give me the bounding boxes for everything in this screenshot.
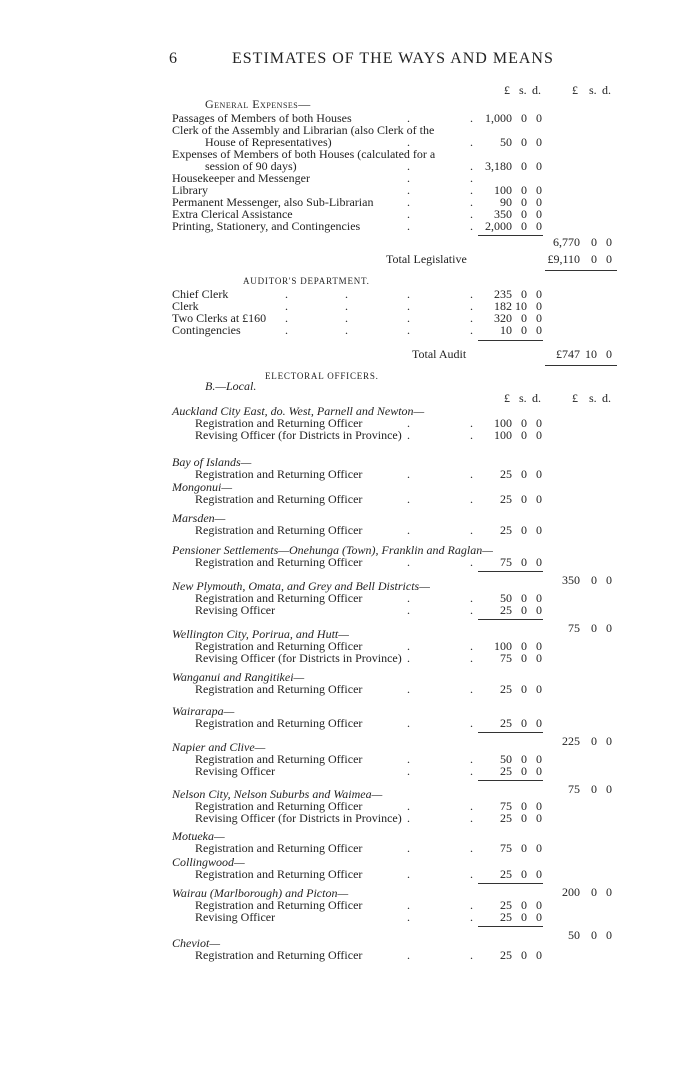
group-heading: Motueka— xyxy=(172,829,225,843)
row-label: Registration and Returning Officer xyxy=(195,948,363,962)
group-heading: Cheviot— xyxy=(172,936,220,950)
row-pence: 0 xyxy=(536,867,542,881)
row-shillings: 0 xyxy=(521,183,527,197)
leader-dot: . xyxy=(407,171,410,185)
row-pence: 0 xyxy=(536,898,542,912)
leader-dot: . xyxy=(470,416,473,430)
row-pounds: 100 xyxy=(494,416,512,430)
leader-dot: . xyxy=(407,428,410,442)
subtotal-shillings: 0 xyxy=(591,782,597,796)
subtotal-pence: 0 xyxy=(606,621,612,635)
subtotal-pence: 0 xyxy=(606,734,612,748)
row-shillings: 0 xyxy=(521,323,527,337)
row-label: Clerk of the Assembly and Librarian (also Clerk of the xyxy=(172,123,435,137)
row-pence: 0 xyxy=(536,764,542,778)
leader-dot: . xyxy=(470,752,473,766)
row-shillings: 0 xyxy=(521,467,527,481)
col2-pound-header: £ xyxy=(572,83,578,97)
row-shillings: 0 xyxy=(521,898,527,912)
group-heading: Wanganui and Rangitikei— xyxy=(172,670,305,684)
row-pounds: 25 xyxy=(500,910,512,924)
row-pence: 0 xyxy=(536,910,542,924)
row-pence: 0 xyxy=(536,523,542,537)
row-pounds: 25 xyxy=(500,682,512,696)
leader-dot: . xyxy=(470,287,473,301)
leader-dot: . xyxy=(407,195,410,209)
row-label: Registration and Returning Officer xyxy=(195,555,363,569)
group-heading: Wairau (Marlborough) and Picton— xyxy=(172,886,349,900)
col1b-pound-header: £ xyxy=(504,391,510,405)
row-pence: 0 xyxy=(536,207,542,221)
row-label: Revising Officer xyxy=(195,603,276,617)
row-shillings: 0 xyxy=(521,219,527,233)
row-pence: 0 xyxy=(536,811,542,825)
row-pounds: 25 xyxy=(500,764,512,778)
leader-dot: . xyxy=(470,682,473,696)
row-label: Contingencies xyxy=(172,323,241,337)
row-pounds: 90 xyxy=(500,195,512,209)
row-pounds: 3,180 xyxy=(485,159,512,173)
leader-dot: . xyxy=(470,910,473,924)
leader-dot: . xyxy=(470,811,473,825)
row-label: Registration and Returning Officer xyxy=(195,799,363,813)
row-pence: 0 xyxy=(536,323,542,337)
row-shillings: 0 xyxy=(521,492,527,506)
row-shillings: 0 xyxy=(521,603,527,617)
row-shillings: 0 xyxy=(521,764,527,778)
row-pence: 0 xyxy=(536,639,542,653)
row-label: Registration and Returning Officer xyxy=(195,492,363,506)
subtotal-pence: 0 xyxy=(606,928,612,942)
leader-dot: . xyxy=(407,910,410,924)
leader-dot: . xyxy=(470,555,473,569)
leader-dot: . xyxy=(470,591,473,605)
row-pounds: 235 xyxy=(494,287,512,301)
leader-dot: . xyxy=(407,523,410,537)
group-heading: Collingwood— xyxy=(172,855,245,869)
leader-dot: . xyxy=(407,416,410,430)
subtotal-pence: 0 xyxy=(606,885,612,899)
row-pounds: 100 xyxy=(494,183,512,197)
row-label: Printing, Stationery, and Contingencies xyxy=(172,219,361,233)
group-heading: Nelson City, Nelson Suburbs and Waimea— xyxy=(172,787,383,801)
col2-shilling-header: s. xyxy=(589,83,597,97)
leader-dot: . xyxy=(470,523,473,537)
leader-dot: . xyxy=(407,111,410,125)
row-pence: 0 xyxy=(536,752,542,766)
row-label: Registration and Returning Officer xyxy=(195,591,363,605)
leader-dot: . xyxy=(470,311,473,325)
leader-dot: . xyxy=(407,591,410,605)
subtotal-rule xyxy=(478,780,543,781)
subtotal-pounds: 75 xyxy=(568,782,580,796)
subtotal-rule xyxy=(478,732,543,733)
row-pence: 0 xyxy=(536,135,542,149)
row-label: Registration and Returning Officer xyxy=(195,639,363,653)
row-pounds: 75 xyxy=(500,555,512,569)
leader-dot: . xyxy=(470,159,473,173)
row-shillings: 0 xyxy=(521,591,527,605)
row-label: Registration and Returning Officer xyxy=(195,467,363,481)
subtotal-shillings: 0 xyxy=(591,928,597,942)
leader-dot: . xyxy=(285,287,288,301)
row-pounds: 100 xyxy=(494,428,512,442)
leader-dot: . xyxy=(470,492,473,506)
row-shillings: 0 xyxy=(521,207,527,221)
row-pence: 0 xyxy=(536,682,542,696)
leader-dot: . xyxy=(285,299,288,313)
leader-dot: . xyxy=(407,764,410,778)
row-pounds: 50 xyxy=(500,752,512,766)
leader-dot: . xyxy=(407,867,410,881)
total-shillings: 10 xyxy=(585,347,597,361)
row-pounds: 25 xyxy=(500,811,512,825)
subtotal-rule xyxy=(478,571,543,572)
row-label: Registration and Returning Officer xyxy=(195,898,363,912)
subtotal-pounds: 350 xyxy=(562,573,580,587)
leader-dot: . xyxy=(407,207,410,221)
col1-pence-header: d. xyxy=(532,83,541,97)
leader-dot: . xyxy=(407,898,410,912)
row-shillings: 0 xyxy=(521,867,527,881)
total-label: Total Audit xyxy=(412,347,467,361)
subtotal-rule xyxy=(478,235,543,236)
leader-dot: . xyxy=(407,492,410,506)
leader-dot: . xyxy=(407,299,410,313)
row-pounds: 25 xyxy=(500,603,512,617)
leader-dot: . xyxy=(285,323,288,337)
group-heading: Bay of Islands— xyxy=(172,455,252,469)
row-pence: 0 xyxy=(536,651,542,665)
row-pence: 0 xyxy=(536,591,542,605)
leader-dot: . xyxy=(470,867,473,881)
leader-dot: . xyxy=(470,651,473,665)
leader-dot: . xyxy=(470,639,473,653)
row-pounds: 75 xyxy=(500,799,512,813)
row-shillings: 0 xyxy=(521,135,527,149)
subtotal-pounds: 75 xyxy=(568,621,580,635)
row-label-cont: House of Representatives) xyxy=(205,135,332,149)
row-pence: 0 xyxy=(536,195,542,209)
subtotal-pence: 0 xyxy=(606,235,612,249)
total-pence: 0 xyxy=(606,252,612,266)
row-label-cont: session of 90 days) xyxy=(205,159,297,173)
row-shillings: 0 xyxy=(521,752,527,766)
row-pounds: 25 xyxy=(500,492,512,506)
row-pounds: 10 xyxy=(500,323,512,337)
leader-dot: . xyxy=(407,555,410,569)
leader-dot: . xyxy=(470,603,473,617)
row-label: Revising Officer (for Districts in Province) xyxy=(195,651,402,665)
leader-dot: . xyxy=(470,171,473,185)
row-pounds: 350 xyxy=(494,207,512,221)
row-shillings: 0 xyxy=(521,910,527,924)
running-head: ESTIMATES OF THE WAYS AND MEANS xyxy=(232,50,554,67)
leader-dot: . xyxy=(470,467,473,481)
col2b-pound-header: £ xyxy=(572,391,578,405)
row-label: Revising Officer (for Districts in Province) xyxy=(195,428,402,442)
leader-dot: . xyxy=(470,299,473,313)
total-pounds: £9,110 xyxy=(547,252,580,266)
leader-dot: . xyxy=(345,287,348,301)
group-heading: New Plymouth, Omata, and Grey and Bell Districts— xyxy=(172,579,430,593)
leader-dot: . xyxy=(470,207,473,221)
row-pence: 0 xyxy=(536,299,542,313)
subtotal-pounds: 225 xyxy=(562,734,580,748)
row-shillings: 0 xyxy=(521,811,527,825)
row-shillings: 0 xyxy=(521,159,527,173)
row-pounds: 50 xyxy=(500,591,512,605)
section-title: AUDITOR'S DEPARTMENT. xyxy=(243,276,370,286)
row-shillings: 0 xyxy=(521,799,527,813)
group-heading: Pensioner Settlements—Onehunga (Town), Franklin and Raglan— xyxy=(172,543,493,557)
row-pounds: 25 xyxy=(500,867,512,881)
leader-dot: . xyxy=(470,764,473,778)
total-rule xyxy=(545,270,617,271)
row-label: Clerk xyxy=(172,299,199,313)
row-label: Revising Officer xyxy=(195,910,276,924)
leader-dot: . xyxy=(407,948,410,962)
group-heading: Napier and Clive— xyxy=(172,740,266,754)
leader-dot: . xyxy=(470,111,473,125)
subtotal-shillings: 0 xyxy=(591,235,597,249)
subtotal-shillings: 0 xyxy=(591,734,597,748)
row-pounds: 25 xyxy=(500,948,512,962)
row-label: Revising Officer xyxy=(195,764,276,778)
row-pence: 0 xyxy=(536,799,542,813)
row-pence: 0 xyxy=(536,111,542,125)
subtotal-rule xyxy=(478,883,543,884)
group-heading: Mongonui— xyxy=(172,480,232,494)
row-pence: 0 xyxy=(536,287,542,301)
subtotal-pounds: 50 xyxy=(568,928,580,942)
row-label: Registration and Returning Officer xyxy=(195,716,363,730)
row-shillings: 0 xyxy=(521,428,527,442)
row-shillings: 0 xyxy=(521,523,527,537)
leader-dot: . xyxy=(407,159,410,173)
row-shillings: 0 xyxy=(521,716,527,730)
row-pounds: 320 xyxy=(494,311,512,325)
row-pence: 0 xyxy=(536,311,542,325)
subtotal-rule xyxy=(478,340,543,341)
row-shillings: 10 xyxy=(515,299,527,313)
row-label: Expenses of Members of both Houses (calculated for a xyxy=(172,147,436,161)
leader-dot: . xyxy=(407,639,410,653)
row-pence: 0 xyxy=(536,219,542,233)
subtotal-rule xyxy=(478,619,543,620)
leader-dot: . xyxy=(407,716,410,730)
row-shillings: 0 xyxy=(521,195,527,209)
col1-pound-header: £ xyxy=(504,83,510,97)
row-label: Chief Clerk xyxy=(172,287,229,301)
row-label: Permanent Messenger, also Sub-Librarian xyxy=(172,195,374,209)
col2-pence-header: d. xyxy=(602,83,611,97)
group-heading: Wellington City, Porirua, and Hutt— xyxy=(172,627,349,641)
row-label: Registration and Returning Officer xyxy=(195,752,363,766)
col1b-pence-header: d. xyxy=(532,391,541,405)
leader-dot: . xyxy=(470,323,473,337)
leader-dot: . xyxy=(345,323,348,337)
row-label: Two Clerks at £160 xyxy=(172,311,267,325)
leader-dot: . xyxy=(407,651,410,665)
leader-dot: . xyxy=(407,811,410,825)
group-heading: Auckland City East, do. West, Parnell and Newton— xyxy=(172,404,425,418)
leader-dot: . xyxy=(470,948,473,962)
row-shillings: 0 xyxy=(521,311,527,325)
leader-dot: . xyxy=(407,219,410,233)
col1-shilling-header: s. xyxy=(519,83,527,97)
row-pounds: 50 xyxy=(500,135,512,149)
row-pounds: 2,000 xyxy=(485,219,512,233)
leader-dot: . xyxy=(407,323,410,337)
total-pence: 0 xyxy=(606,347,612,361)
row-shillings: 0 xyxy=(521,682,527,696)
section-subtitle: B.—Local. xyxy=(205,379,257,393)
leader-dot: . xyxy=(407,467,410,481)
row-label: Housekeeper and Messenger xyxy=(172,171,310,185)
leader-dot: . xyxy=(407,603,410,617)
section-title: ELECTORAL OFFICERS. xyxy=(265,371,379,381)
row-pence: 0 xyxy=(536,467,542,481)
leader-dot: . xyxy=(345,311,348,325)
col2b-pence-header: d. xyxy=(602,391,611,405)
subtotal-pounds: 6,770 xyxy=(553,235,580,249)
row-pence: 0 xyxy=(536,841,542,855)
row-shillings: 0 xyxy=(521,555,527,569)
row-label: Registration and Returning Officer xyxy=(195,867,363,881)
leader-dot: . xyxy=(407,799,410,813)
subtotal-shillings: 0 xyxy=(591,621,597,635)
leader-dot: . xyxy=(407,135,410,149)
subtotal-pounds: 200 xyxy=(562,885,580,899)
row-pence: 0 xyxy=(536,948,542,962)
row-label: Passages of Members of both Houses xyxy=(172,111,352,125)
row-label: Registration and Returning Officer xyxy=(195,682,363,696)
row-pounds: 25 xyxy=(500,898,512,912)
leader-dot: . xyxy=(407,183,410,197)
row-shillings: 0 xyxy=(521,841,527,855)
total-pounds: £747 xyxy=(556,347,580,361)
page-number: 6 xyxy=(169,50,178,67)
leader-dot: . xyxy=(470,799,473,813)
group-heading: Wairarapa— xyxy=(172,704,235,718)
subtotal-shillings: 0 xyxy=(591,573,597,587)
row-pounds: 1,000 xyxy=(485,111,512,125)
leader-dot: . xyxy=(470,135,473,149)
row-pounds: 182 xyxy=(494,299,512,313)
leader-dot: . xyxy=(470,183,473,197)
col2b-shilling-header: s. xyxy=(589,391,597,405)
row-pence: 0 xyxy=(536,716,542,730)
row-label: Registration and Returning Officer xyxy=(195,841,363,855)
row-pence: 0 xyxy=(536,416,542,430)
leader-dot: . xyxy=(407,287,410,301)
subtotal-shillings: 0 xyxy=(591,885,597,899)
total-label: Total Legislative xyxy=(386,252,467,266)
row-shillings: 0 xyxy=(521,651,527,665)
leader-dot: . xyxy=(407,311,410,325)
row-label: Revising Officer (for Districts in Province) xyxy=(195,811,402,825)
row-pence: 0 xyxy=(536,603,542,617)
row-shillings: 0 xyxy=(521,948,527,962)
col1b-shilling-header: s. xyxy=(519,391,527,405)
subtotal-pence: 0 xyxy=(606,573,612,587)
group-heading: Marsden— xyxy=(172,511,226,525)
row-shillings: 0 xyxy=(521,416,527,430)
row-pounds: 25 xyxy=(500,523,512,537)
leader-dot: . xyxy=(470,841,473,855)
total-rule xyxy=(545,365,617,366)
row-pounds: 75 xyxy=(500,841,512,855)
leader-dot: . xyxy=(470,428,473,442)
leader-dot: . xyxy=(470,195,473,209)
leader-dot: . xyxy=(345,299,348,313)
row-pence: 0 xyxy=(536,159,542,173)
leader-dot: . xyxy=(407,752,410,766)
subtotal-rule xyxy=(478,926,543,927)
row-shillings: 0 xyxy=(521,287,527,301)
row-pence: 0 xyxy=(536,555,542,569)
leader-dot: . xyxy=(285,311,288,325)
total-shillings: 0 xyxy=(591,252,597,266)
row-pounds: 25 xyxy=(500,716,512,730)
row-pence: 0 xyxy=(536,492,542,506)
row-shillings: 0 xyxy=(521,639,527,653)
row-label: Extra Clerical Assistance xyxy=(172,207,293,221)
row-label: Registration and Returning Officer xyxy=(195,523,363,537)
row-shillings: 0 xyxy=(521,111,527,125)
row-pounds: 25 xyxy=(500,467,512,481)
row-pence: 0 xyxy=(536,428,542,442)
row-label: Registration and Returning Officer xyxy=(195,416,363,430)
row-pence: 0 xyxy=(536,183,542,197)
leader-dot: . xyxy=(470,716,473,730)
leader-dot: . xyxy=(407,841,410,855)
leader-dot: . xyxy=(470,898,473,912)
subtotal-pence: 0 xyxy=(606,782,612,796)
row-label: Library xyxy=(172,183,208,197)
row-pounds: 75 xyxy=(500,651,512,665)
leader-dot: . xyxy=(407,682,410,696)
section-title: General Expenses— xyxy=(205,97,311,111)
row-pounds: 100 xyxy=(494,639,512,653)
leader-dot: . xyxy=(470,219,473,233)
